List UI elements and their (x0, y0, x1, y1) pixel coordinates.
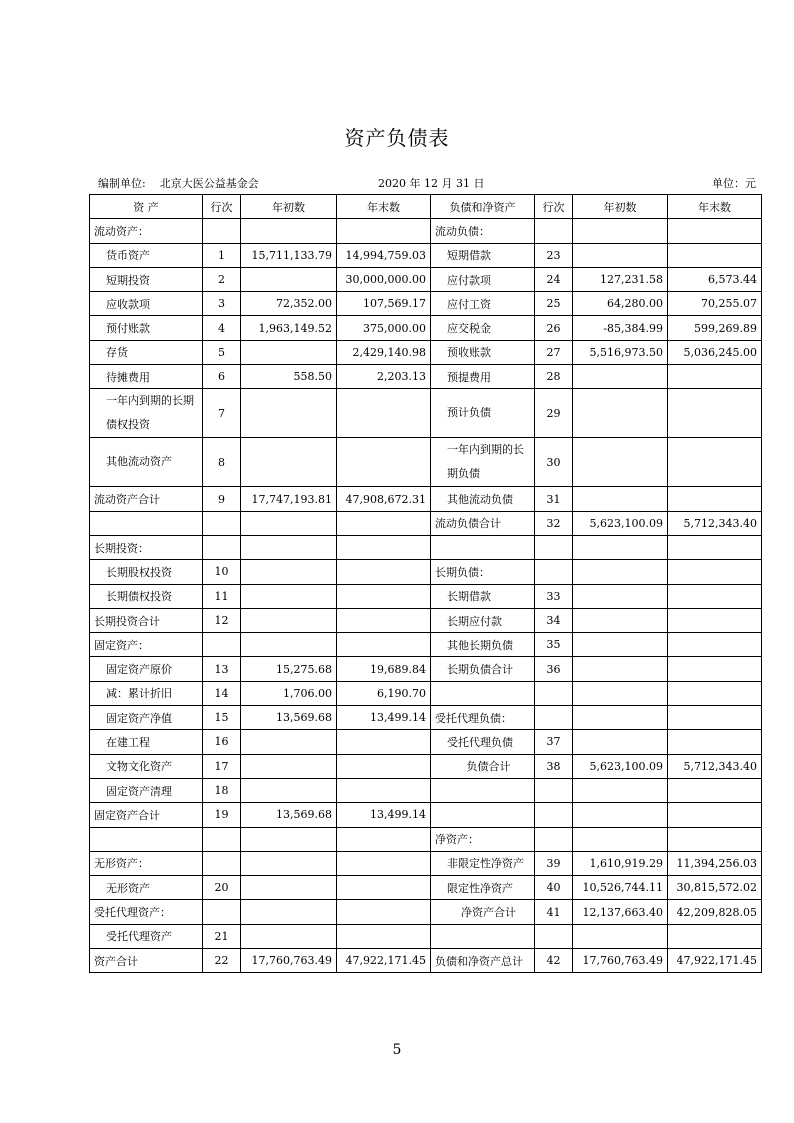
asset-name: 减：累计折旧 (90, 681, 203, 705)
table-row (90, 389, 762, 438)
liability-line-no: 36 (535, 657, 573, 681)
liability-name (431, 778, 535, 802)
liability-beginning (573, 657, 668, 681)
liability-line-no: 33 (535, 584, 573, 608)
liability-line-no (535, 706, 573, 730)
asset-name: 货币资产 (90, 243, 203, 267)
asset-name: 固定资产清理 (90, 778, 203, 802)
asset-ending (337, 219, 431, 243)
asset-line-no (203, 511, 241, 535)
asset-ending (337, 389, 431, 438)
liability-name: 预计负债 (431, 389, 535, 438)
liability-line-no: 31 (535, 487, 573, 511)
asset-beginning (241, 900, 337, 924)
liability-line-no: 41 (535, 900, 573, 924)
asset-line-no: 6 (203, 365, 241, 389)
asset-beginning (241, 219, 337, 243)
asset-line-no (203, 827, 241, 851)
asset-name: 受托代理资产 (90, 924, 203, 948)
asset-beginning (241, 633, 337, 657)
asset-line-no: 18 (203, 778, 241, 802)
liability-ending (668, 535, 762, 559)
liability-beginning (573, 608, 668, 632)
asset-ending: 13,499.14 (337, 706, 431, 730)
table-row (90, 292, 762, 316)
liability-beginning (573, 438, 668, 487)
liability-name (431, 681, 535, 705)
liability-beginning: 5,516,973.50 (573, 340, 668, 364)
liability-line-no: 26 (535, 316, 573, 340)
table-row (90, 633, 762, 657)
asset-ending: 19,689.84 (337, 657, 431, 681)
asset-name: 受托代理资产： (90, 900, 203, 924)
asset-line-no (203, 535, 241, 559)
liability-ending (668, 487, 762, 511)
liability-line-no: 34 (535, 608, 573, 632)
asset-ending (337, 608, 431, 632)
asset-ending (337, 754, 431, 778)
liability-name: 长期借款 (431, 584, 535, 608)
liability-beginning (573, 924, 668, 948)
liability-name: 负债合计 (431, 754, 535, 778)
asset-ending (337, 535, 431, 559)
header-line-no: 行次 (535, 195, 573, 219)
liability-name: 其他流动负债 (431, 487, 535, 511)
liability-name: 限定性净资产 (431, 876, 535, 900)
liability-beginning (573, 560, 668, 584)
liability-name: 流动负债： (431, 219, 535, 243)
table-row (90, 681, 762, 705)
asset-line-no: 9 (203, 487, 241, 511)
liability-ending: 42,209,828.05 (668, 900, 762, 924)
liability-name: 预收账款 (431, 340, 535, 364)
liability-line-no (535, 803, 573, 827)
liability-beginning: 1,610,919.29 (573, 851, 668, 875)
table-row (90, 900, 762, 924)
liability-line-no (535, 219, 573, 243)
liability-line-no: 24 (535, 267, 573, 291)
liability-beginning: -85,384.99 (573, 316, 668, 340)
asset-ending: 30,000,000.00 (337, 267, 431, 291)
liability-ending (668, 243, 762, 267)
balance-sheet-table (89, 194, 762, 973)
liability-line-no: 27 (535, 340, 573, 364)
asset-line-no: 16 (203, 730, 241, 754)
liability-name (431, 803, 535, 827)
asset-beginning: 558.50 (241, 365, 337, 389)
table-row (90, 608, 762, 632)
liability-name: 非限定性净资产 (431, 851, 535, 875)
table-row (90, 438, 762, 487)
asset-ending: 47,922,171.45 (337, 949, 431, 973)
liability-line-no: 25 (535, 292, 573, 316)
liability-name: 长期负债： (431, 560, 535, 584)
asset-ending: 13,499.14 (337, 803, 431, 827)
asset-beginning: 13,569.68 (241, 803, 337, 827)
header-ending: 年末数 (668, 195, 762, 219)
liability-ending (668, 608, 762, 632)
liability-ending (668, 389, 762, 438)
table-row (90, 219, 762, 243)
asset-beginning (241, 340, 337, 364)
asset-name: 流动资产： (90, 219, 203, 243)
table-row (90, 487, 762, 511)
asset-name: 固定资产： (90, 633, 203, 657)
liability-ending (668, 706, 762, 730)
liability-line-no (535, 535, 573, 559)
asset-ending (337, 633, 431, 657)
report-date: 2020 年 12 月 31 日 (378, 177, 485, 190)
asset-name: 固定资产原价 (90, 657, 203, 681)
liability-name: 负债和净资产总计 (431, 949, 535, 973)
liability-name: 一年内到期的长期负债 (431, 438, 535, 487)
asset-ending (337, 851, 431, 875)
asset-ending: 6,190.70 (337, 681, 431, 705)
asset-line-no: 17 (203, 754, 241, 778)
asset-line-no (203, 633, 241, 657)
liability-ending: 70,255.07 (668, 292, 762, 316)
table-row (90, 754, 762, 778)
header-liabilities: 负债和净资产 (431, 195, 535, 219)
table-row (90, 340, 762, 364)
asset-name: 长期投资： (90, 535, 203, 559)
liability-ending (668, 657, 762, 681)
asset-name (90, 827, 203, 851)
liability-beginning: 64,280.00 (573, 292, 668, 316)
asset-ending: 2,203.13 (337, 365, 431, 389)
liability-line-no (535, 681, 573, 705)
asset-line-no: 20 (203, 876, 241, 900)
table-row (90, 316, 762, 340)
liability-ending (668, 730, 762, 754)
liability-ending: 6,573.44 (668, 267, 762, 291)
asset-ending: 2,429,140.98 (337, 340, 431, 364)
liability-line-no: 32 (535, 511, 573, 535)
liability-beginning (573, 584, 668, 608)
asset-ending (337, 924, 431, 948)
asset-beginning (241, 608, 337, 632)
asset-ending: 47,908,672.31 (337, 487, 431, 511)
liability-beginning (573, 243, 668, 267)
liability-ending (668, 924, 762, 948)
table-row (90, 949, 762, 973)
liability-line-no (535, 827, 573, 851)
table-row (90, 267, 762, 291)
asset-name: 应收款项 (90, 292, 203, 316)
liability-name: 应交税金 (431, 316, 535, 340)
table-row (90, 584, 762, 608)
page-number: 5 (392, 1042, 402, 1058)
asset-line-no (203, 900, 241, 924)
liability-beginning (573, 365, 668, 389)
liability-ending (668, 778, 762, 802)
liability-ending (668, 827, 762, 851)
asset-line-no: 2 (203, 267, 241, 291)
liability-line-no (535, 924, 573, 948)
asset-ending (337, 900, 431, 924)
asset-beginning (241, 438, 337, 487)
liability-beginning (573, 681, 668, 705)
asset-line-no: 4 (203, 316, 241, 340)
asset-name: 存货 (90, 340, 203, 364)
liability-name: 长期负债合计 (431, 657, 535, 681)
liability-beginning (573, 803, 668, 827)
liability-line-no: 23 (535, 243, 573, 267)
asset-line-no (203, 219, 241, 243)
asset-name: 固定资产净值 (90, 706, 203, 730)
asset-line-no: 14 (203, 681, 241, 705)
asset-beginning (241, 535, 337, 559)
asset-ending: 375,000.00 (337, 316, 431, 340)
liability-name (431, 924, 535, 948)
asset-line-no: 11 (203, 584, 241, 608)
asset-name: 长期股权投资 (90, 560, 203, 584)
liability-beginning (573, 730, 668, 754)
liability-name: 净资产合计 (431, 900, 535, 924)
asset-name: 无形资产： (90, 851, 203, 875)
liability-beginning (573, 487, 668, 511)
asset-beginning (241, 730, 337, 754)
table-row (90, 560, 762, 584)
asset-line-no: 7 (203, 389, 241, 438)
liability-name: 净资产： (431, 827, 535, 851)
table-row (90, 851, 762, 875)
liability-ending (668, 633, 762, 657)
asset-name: 流动资产合计 (90, 487, 203, 511)
table-row (90, 511, 762, 535)
liability-beginning (573, 706, 668, 730)
asset-beginning (241, 511, 337, 535)
liability-name (431, 535, 535, 559)
liability-ending: 47,922,171.45 (668, 949, 762, 973)
asset-beginning (241, 876, 337, 900)
asset-name: 无形资产 (90, 876, 203, 900)
reporting-unit (98, 175, 259, 191)
table-row (90, 535, 762, 559)
asset-beginning (241, 924, 337, 948)
liability-ending: 599,269.89 (668, 316, 762, 340)
asset-ending (337, 876, 431, 900)
asset-name: 待摊费用 (90, 365, 203, 389)
asset-ending (337, 827, 431, 851)
asset-name (90, 511, 203, 535)
liability-ending (668, 365, 762, 389)
liability-beginning: 10,526,744.11 (573, 876, 668, 900)
table-row (90, 365, 762, 389)
liability-ending (668, 560, 762, 584)
asset-beginning (241, 267, 337, 291)
liability-line-no (535, 778, 573, 802)
liability-name: 其他长期负债 (431, 633, 535, 657)
asset-ending (337, 584, 431, 608)
liability-beginning: 12,137,663.40 (573, 900, 668, 924)
liability-line-no: 28 (535, 365, 573, 389)
table-row (90, 803, 762, 827)
liability-ending: 5,712,343.40 (668, 511, 762, 535)
asset-beginning (241, 584, 337, 608)
table-row (90, 657, 762, 681)
liability-line-no: 29 (535, 389, 573, 438)
liability-name: 应付工资 (431, 292, 535, 316)
liability-name: 受托代理负债： (431, 706, 535, 730)
asset-name: 预付账款 (90, 316, 203, 340)
asset-line-no: 21 (203, 924, 241, 948)
asset-line-no: 3 (203, 292, 241, 316)
liability-line-no (535, 560, 573, 584)
asset-name: 短期投资 (90, 267, 203, 291)
asset-name: 固定资产合计 (90, 803, 203, 827)
liability-ending: 5,712,343.40 (668, 754, 762, 778)
liability-name: 预提费用 (431, 365, 535, 389)
liability-beginning (573, 778, 668, 802)
asset-beginning: 15,275.68 (241, 657, 337, 681)
header-line-no: 行次 (203, 195, 241, 219)
liability-beginning: 127,231.58 (573, 267, 668, 291)
liability-ending (668, 803, 762, 827)
header-beginning: 年初数 (573, 195, 668, 219)
liability-beginning (573, 535, 668, 559)
liability-name: 长期应付款 (431, 608, 535, 632)
asset-beginning: 1,706.00 (241, 681, 337, 705)
asset-line-no: 1 (203, 243, 241, 267)
liability-ending: 5,036,245.00 (668, 340, 762, 364)
asset-beginning: 17,760,763.49 (241, 949, 337, 973)
asset-name: 资产合计 (90, 949, 203, 973)
asset-name: 一年内到期的长期债权投资 (90, 389, 203, 438)
liability-beginning (573, 633, 668, 657)
liability-name: 短期借款 (431, 243, 535, 267)
liability-ending: 11,394,256.03 (668, 851, 762, 875)
asset-ending (337, 730, 431, 754)
asset-beginning (241, 851, 337, 875)
asset-line-no: 13 (203, 657, 241, 681)
asset-beginning: 15,711,133.79 (241, 243, 337, 267)
page-title: 资产负债表 (344, 126, 450, 150)
asset-ending: 14,994,759.03 (337, 243, 431, 267)
table-row (90, 243, 762, 267)
asset-ending (337, 438, 431, 487)
liability-beginning (573, 219, 668, 243)
asset-line-no: 15 (203, 706, 241, 730)
asset-ending (337, 511, 431, 535)
asset-line-no: 19 (203, 803, 241, 827)
table-header-row (90, 195, 762, 219)
asset-line-no (203, 851, 241, 875)
table-row (90, 706, 762, 730)
liability-beginning: 5,623,100.09 (573, 754, 668, 778)
asset-beginning (241, 560, 337, 584)
liability-line-no: 39 (535, 851, 573, 875)
liability-beginning: 5,623,100.09 (573, 511, 668, 535)
asset-beginning: 72,352.00 (241, 292, 337, 316)
liability-ending (668, 219, 762, 243)
table-row (90, 730, 762, 754)
asset-name: 其他流动资产 (90, 438, 203, 487)
asset-name: 文物文化资产 (90, 754, 203, 778)
table-row (90, 778, 762, 802)
liability-beginning (573, 389, 668, 438)
liability-name: 应付款项 (431, 267, 535, 291)
liability-ending (668, 438, 762, 487)
liability-line-no: 42 (535, 949, 573, 973)
liability-beginning (573, 827, 668, 851)
liability-line-no: 35 (535, 633, 573, 657)
asset-beginning (241, 389, 337, 438)
liability-name: 流动负债合计 (431, 511, 535, 535)
asset-ending (337, 778, 431, 802)
asset-line-no: 8 (203, 438, 241, 487)
liability-ending: 30,815,572.02 (668, 876, 762, 900)
asset-beginning (241, 827, 337, 851)
asset-name: 长期债权投资 (90, 584, 203, 608)
header-beginning: 年初数 (241, 195, 337, 219)
asset-line-no: 10 (203, 560, 241, 584)
asset-name: 在建工程 (90, 730, 203, 754)
reporting-unit-name: 北京大医公益基金会 (159, 177, 259, 190)
liability-line-no: 38 (535, 754, 573, 778)
asset-line-no: 5 (203, 340, 241, 364)
liability-name: 受托代理负债 (431, 730, 535, 754)
table-row (90, 924, 762, 948)
table-row (90, 827, 762, 851)
asset-beginning: 1,963,149.52 (241, 316, 337, 340)
asset-ending: 107,569.17 (337, 292, 431, 316)
header-assets: 资 产 (90, 195, 203, 219)
liability-line-no: 30 (535, 438, 573, 487)
asset-name: 长期投资合计 (90, 608, 203, 632)
asset-beginning (241, 754, 337, 778)
asset-line-no: 12 (203, 608, 241, 632)
currency-unit: 单位：元 (712, 177, 756, 190)
asset-ending (337, 560, 431, 584)
asset-beginning (241, 778, 337, 802)
asset-line-no: 22 (203, 949, 241, 973)
liability-ending (668, 681, 762, 705)
asset-beginning: 13,569.68 (241, 706, 337, 730)
reporting-unit-label: 编制单位: (98, 177, 146, 190)
liability-ending (668, 584, 762, 608)
asset-beginning: 17,747,193.81 (241, 487, 337, 511)
liability-line-no: 37 (535, 730, 573, 754)
liability-line-no: 40 (535, 876, 573, 900)
header-ending: 年末数 (337, 195, 431, 219)
liability-beginning: 17,760,763.49 (573, 949, 668, 973)
table-row (90, 876, 762, 900)
